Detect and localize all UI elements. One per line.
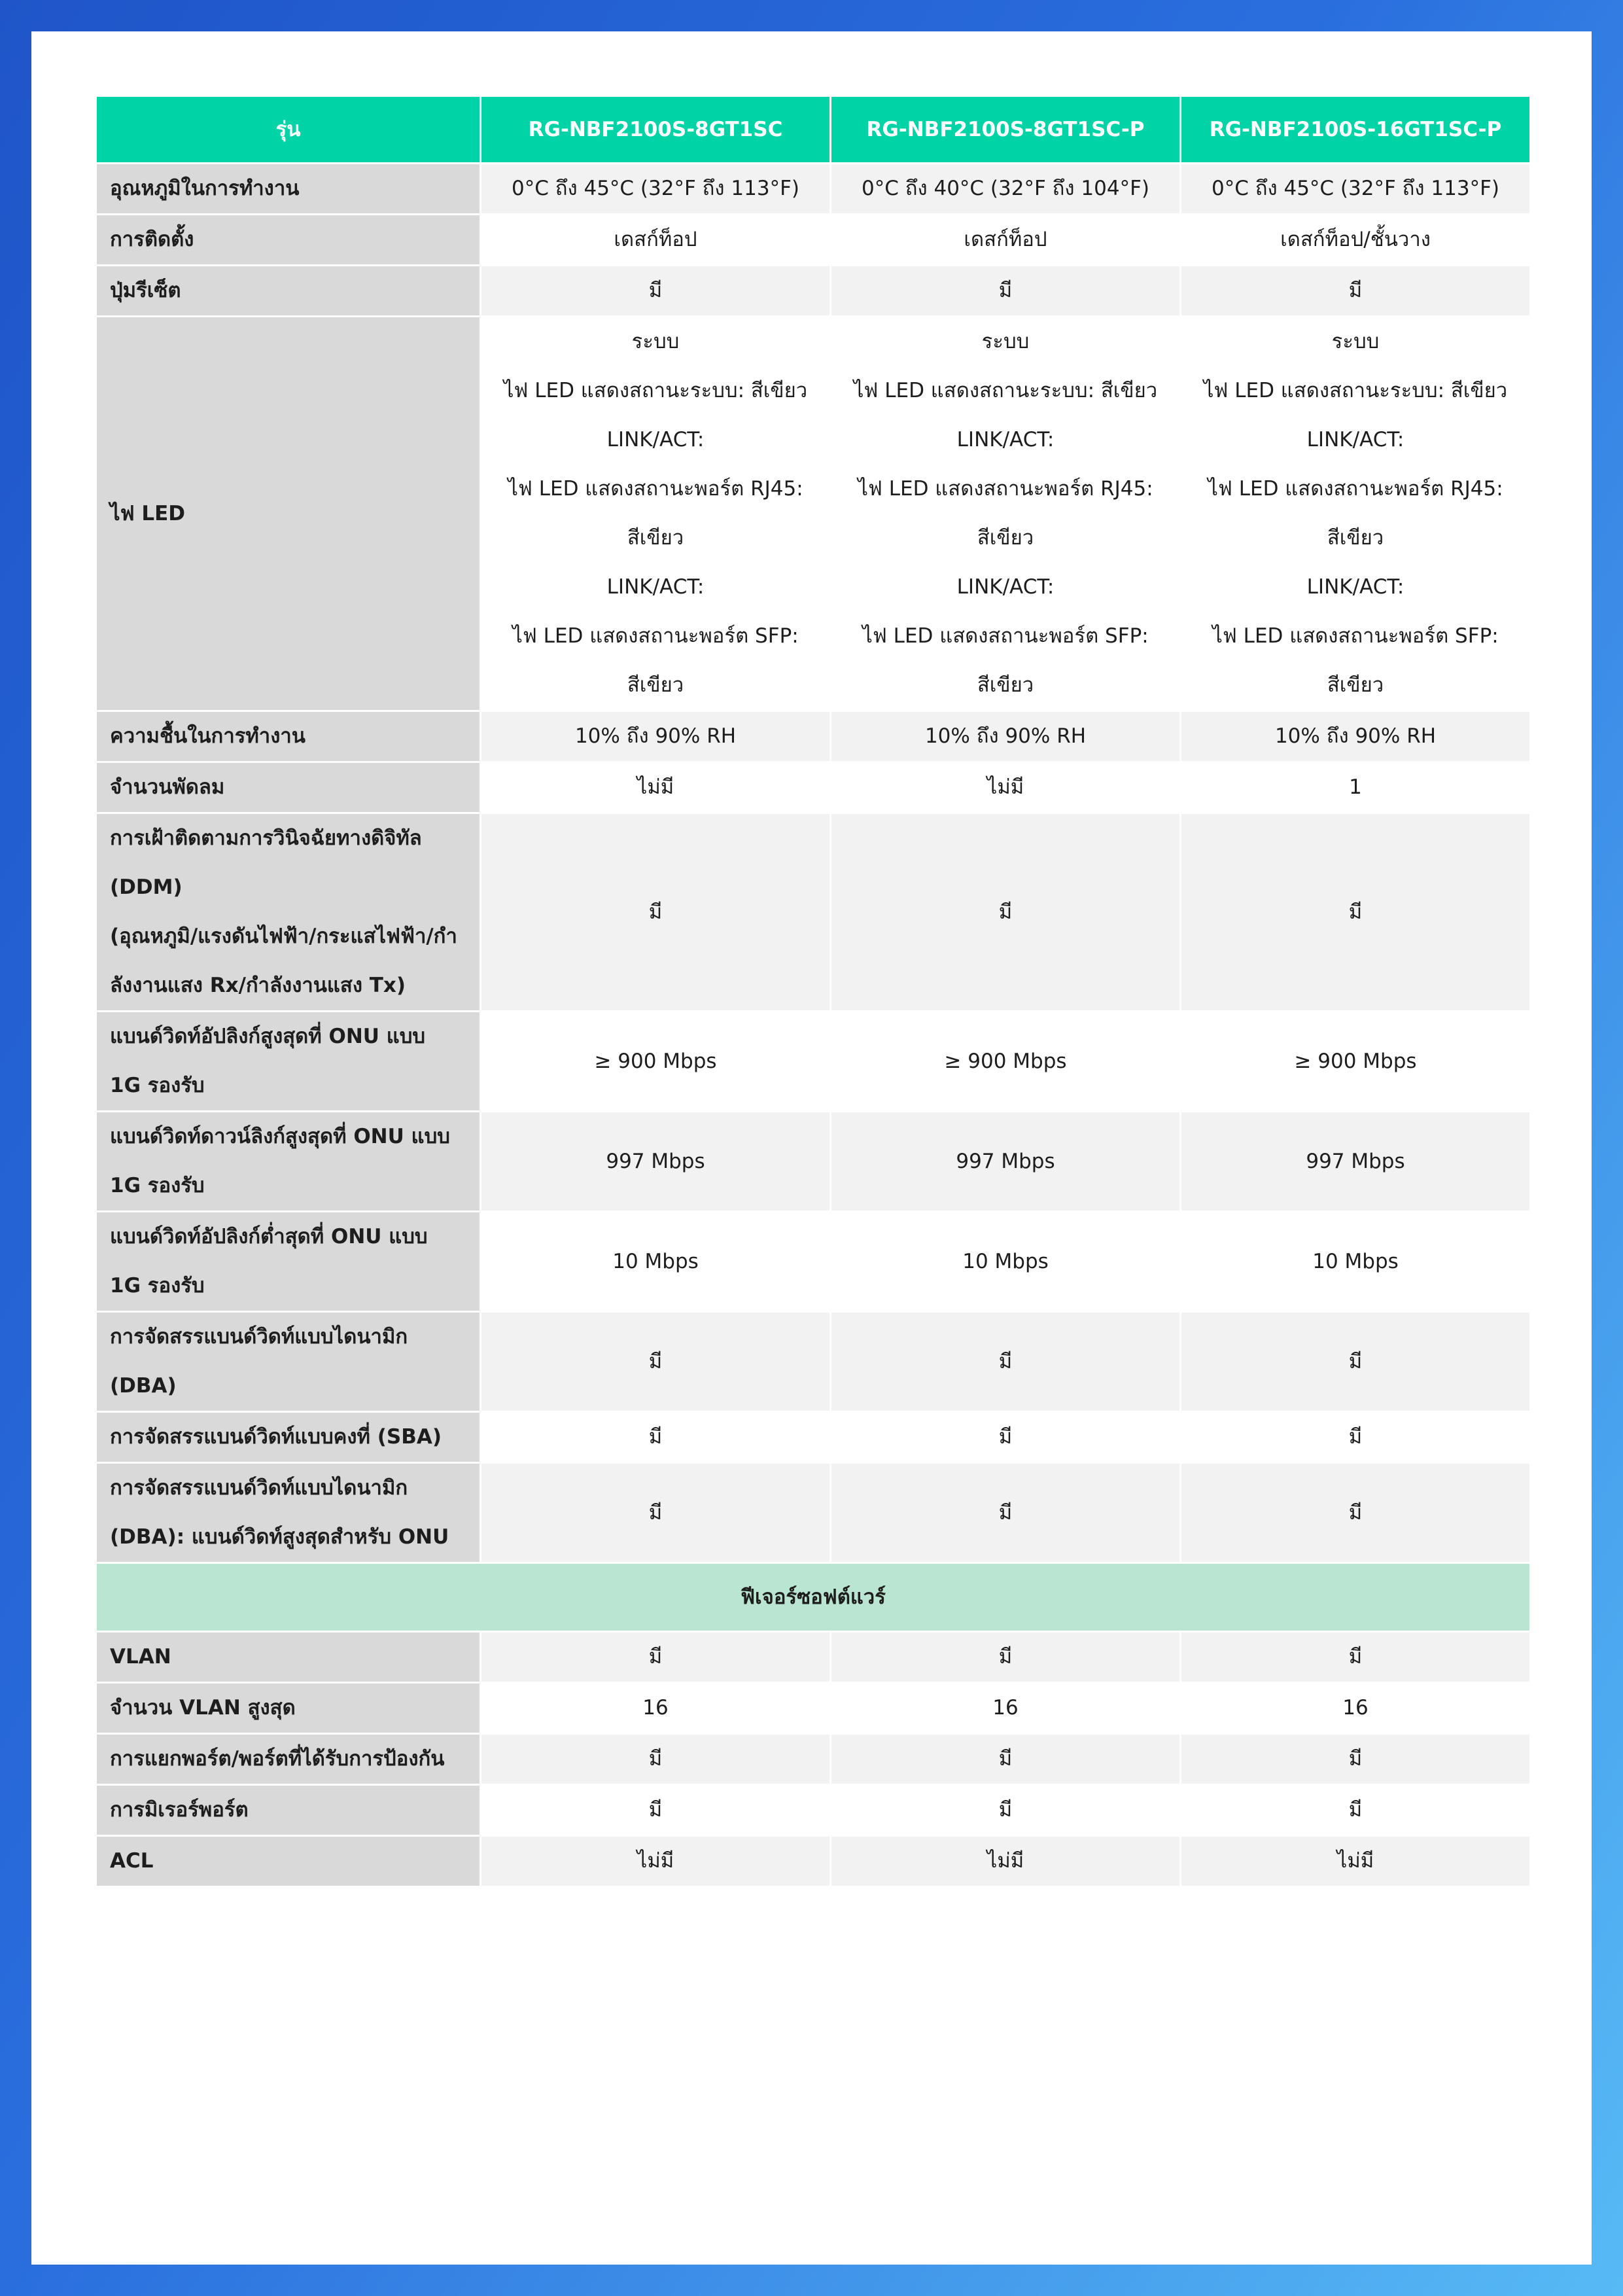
row-label [96,1412,481,1463]
header-model-2: RG-NBF2100S-8GT1SC-P [831,96,1181,164]
cell-line: VLAN [110,1645,171,1669]
cell-line: LINK/ACT: [606,575,705,599]
row-value: เดสก์ท็อป [831,215,1181,266]
cell-line: ไฟ LED แสดงสถานะระบบ: สีเขียว [503,379,808,402]
cell-line: การแยกพอร์ต/พอร์ตที่ได้รับการป้องกัน [110,1747,445,1771]
table-row [96,813,1531,1012]
table-row [96,164,1531,215]
row-value: ไม่มี [1181,1836,1531,1887]
header-model-3: RG-NBF2100S-16GT1SC-P [1181,96,1531,164]
row-value: ไม่มี [481,762,831,813]
cell-line: LINK/ACT: [956,575,1055,599]
cell-line: 1G รองรับ [110,1074,205,1097]
section-row [96,1563,1531,1632]
table-row [96,762,1531,813]
table-row [96,1632,1531,1683]
row-value: มี [831,1734,1181,1785]
row-value: มี [481,1785,831,1836]
row-value: มี [831,1785,1181,1836]
row-value: ไม่มี [831,762,1181,813]
row-value: 997 Mbps [481,1112,831,1212]
header-label: รุ่น [96,96,481,164]
row-label [96,813,481,1012]
table-row [96,1312,1531,1412]
row-label [96,1463,481,1563]
cell-line: จำนวนพัดลม [110,775,225,799]
row-value: มี [831,1312,1181,1412]
row-value: มี [1181,1412,1531,1463]
table-row [96,1683,1531,1734]
row-label [96,1836,481,1887]
row-value: มี [481,266,831,317]
table-row [96,711,1531,762]
cell-line: (DBA): แบนด์วิดท์สูงสุดสำหรับ ONU [110,1525,449,1549]
row-value: 997 Mbps [1181,1112,1531,1212]
table-row [96,1785,1531,1836]
row-value: 1 [1181,762,1531,813]
cell-line: สีเขียว [977,673,1034,697]
row-value: 16 [481,1683,831,1734]
row-value: เดสก์ท็อป/ชั้นวาง [1181,215,1531,266]
row-value: 16 [831,1683,1181,1734]
row-value: มี [1181,1463,1531,1563]
row-label [96,1112,481,1212]
cell-line: ไฟ LED แสดงสถานะระบบ: สีเขียว [1203,379,1508,402]
row-value: ≥ 900 Mbps [831,1012,1181,1112]
row-value: มี [1181,1312,1531,1412]
row-label [96,1012,481,1112]
table-row [96,1112,1531,1212]
cell-line: ไฟ LED แสดงสถานะระบบ: สีเขียว [853,379,1158,402]
cell-line: ความชื้นในการทำงาน [110,724,305,748]
table-row [96,1463,1531,1563]
cell-line: การติดตั้ง [110,228,194,251]
row-value: 0°C ถึง 45°C (32°F ถึง 113°F) [481,164,831,215]
row-value: 10% ถึง 90% RH [831,711,1181,762]
table-row [96,1734,1531,1785]
row-value: มี [481,1412,831,1463]
row-label [96,266,481,317]
cell-line: LINK/ACT: [1306,575,1405,599]
row-value: มี [481,813,831,1012]
cell-line: การเฝ้าติดตามการวินิจฉัยทางดิจิทัล [110,826,422,850]
row-label [96,1785,481,1836]
cell-line: ระบบ [1331,330,1380,353]
cell-line: ไฟ LED แสดงสถานะพอร์ต RJ45: [858,477,1153,501]
table-row [96,1836,1531,1887]
row-value: มี [831,813,1181,1012]
row-label [96,215,481,266]
cell-line: แบนด์วิดท์อัปลิงก์สูงสุดที่ ONU แบบ [110,1025,426,1048]
cell-line: LINK/ACT: [1306,428,1405,451]
cell-line: การมิเรอร์พอร์ต [110,1798,249,1822]
row-value [481,317,831,711]
section-title: ฟีเจอร์ซอฟต์แวร์ [96,1563,1531,1632]
row-value: 10 Mbps [1181,1212,1531,1312]
row-value: เดสก์ท็อป [481,215,831,266]
row-value: มี [481,1734,831,1785]
row-value: 10 Mbps [481,1212,831,1312]
spec-table [95,95,1531,1888]
row-label [96,711,481,762]
row-value [831,317,1181,711]
row-value: 16 [1181,1683,1531,1734]
cell-line: ลังงานแสง Rx/กำลังงานแสง Tx) [110,974,406,997]
cell-line: จำนวน VLAN สูงสุด [110,1696,296,1720]
cell-line: (DDM) [110,875,183,899]
cell-line: LINK/ACT: [606,428,705,451]
cell-line: ACL [110,1849,154,1873]
row-value: มี [831,1463,1181,1563]
header-model-1: RG-NBF2100S-8GT1SC [481,96,831,164]
cell-line: สีเขียว [977,526,1034,550]
cell-line: ไฟ LED แสดงสถานะพอร์ต SFP: [862,624,1149,648]
table-row [96,317,1531,711]
cell-line: ไฟ LED แสดงสถานะพอร์ต SFP: [1212,624,1499,648]
cell-line: สีเขียว [627,673,684,697]
row-value [1181,317,1531,711]
row-label [96,1734,481,1785]
cell-line: ไฟ LED แสดงสถานะพอร์ต RJ45: [508,477,803,501]
table-row [96,215,1531,266]
row-label [96,317,481,711]
row-value: ไม่มี [831,1836,1181,1887]
cell-line: การจัดสรรแบนด์วิดท์แบบไดนามิก [110,1476,408,1500]
row-label [96,762,481,813]
table-row [96,1212,1531,1312]
cell-line: การจัดสรรแบนด์วิดท์แบบไดนามิก [110,1325,408,1349]
cell-line: อุณหภูมิในการทำงาน [110,177,300,200]
row-value: 10 Mbps [831,1212,1181,1312]
row-value: มี [831,1412,1181,1463]
row-value: มี [481,1312,831,1412]
row-value: มี [831,1632,1181,1683]
row-value: มี [1181,1734,1531,1785]
row-label [96,1212,481,1312]
cell-line: สีเขียว [1327,526,1384,550]
cell-line: ไฟ LED แสดงสถานะพอร์ต SFP: [512,624,799,648]
row-value: มี [1181,1785,1531,1836]
cell-line: 1G รองรับ [110,1274,205,1298]
cell-line: ระบบ [981,330,1030,353]
row-label [96,1632,481,1683]
table-row [96,1012,1531,1112]
cell-line: ปุ่มรีเซ็ต [110,279,181,302]
row-value: มี [481,1632,831,1683]
cell-line: (อุณหภูมิ/แรงดันไฟฟ้า/กระแสไฟฟ้า/กำ [110,925,457,948]
cell-line: การจัดสรรแบนด์วิดท์แบบคงที่ (SBA) [110,1425,442,1449]
row-value: ≥ 900 Mbps [481,1012,831,1112]
row-value: มี [1181,813,1531,1012]
row-value: มี [1181,266,1531,317]
row-value: 0°C ถึง 45°C (32°F ถึง 113°F) [1181,164,1531,215]
cell-line: แบนด์วิดท์ดาวน์ลิงก์สูงสุดที่ ONU แบบ [110,1125,450,1148]
row-value: มี [1181,1632,1531,1683]
row-value: มี [831,266,1181,317]
cell-line: LINK/ACT: [956,428,1055,451]
header-row [96,96,1531,164]
cell-line: (DBA) [110,1374,177,1398]
cell-line: สีเขียว [1327,673,1384,697]
cell-line: แบนด์วิดท์อัปลิงก์ต่ำสุดที่ ONU แบบ [110,1225,428,1248]
cell-line: 1G รองรับ [110,1174,205,1197]
cell-line: ไฟ LED แสดงสถานะพอร์ต RJ45: [1208,477,1503,501]
cell-line: ระบบ [631,330,680,353]
row-label [96,164,481,215]
spec-body [96,164,1531,1887]
row-label [96,1683,481,1734]
row-value: มี [481,1463,831,1563]
row-value: 0°C ถึง 40°C (32°F ถึง 104°F) [831,164,1181,215]
cell-line: สีเขียว [627,526,684,550]
row-value: 997 Mbps [831,1112,1181,1212]
table-row [96,1412,1531,1463]
row-value: 10% ถึง 90% RH [481,711,831,762]
row-value: 10% ถึง 90% RH [1181,711,1531,762]
cell-line: ไฟ LED [110,501,185,525]
row-label [96,1312,481,1412]
row-value: ≥ 900 Mbps [1181,1012,1531,1112]
row-value: ไม่มี [481,1836,831,1887]
table-row [96,266,1531,317]
